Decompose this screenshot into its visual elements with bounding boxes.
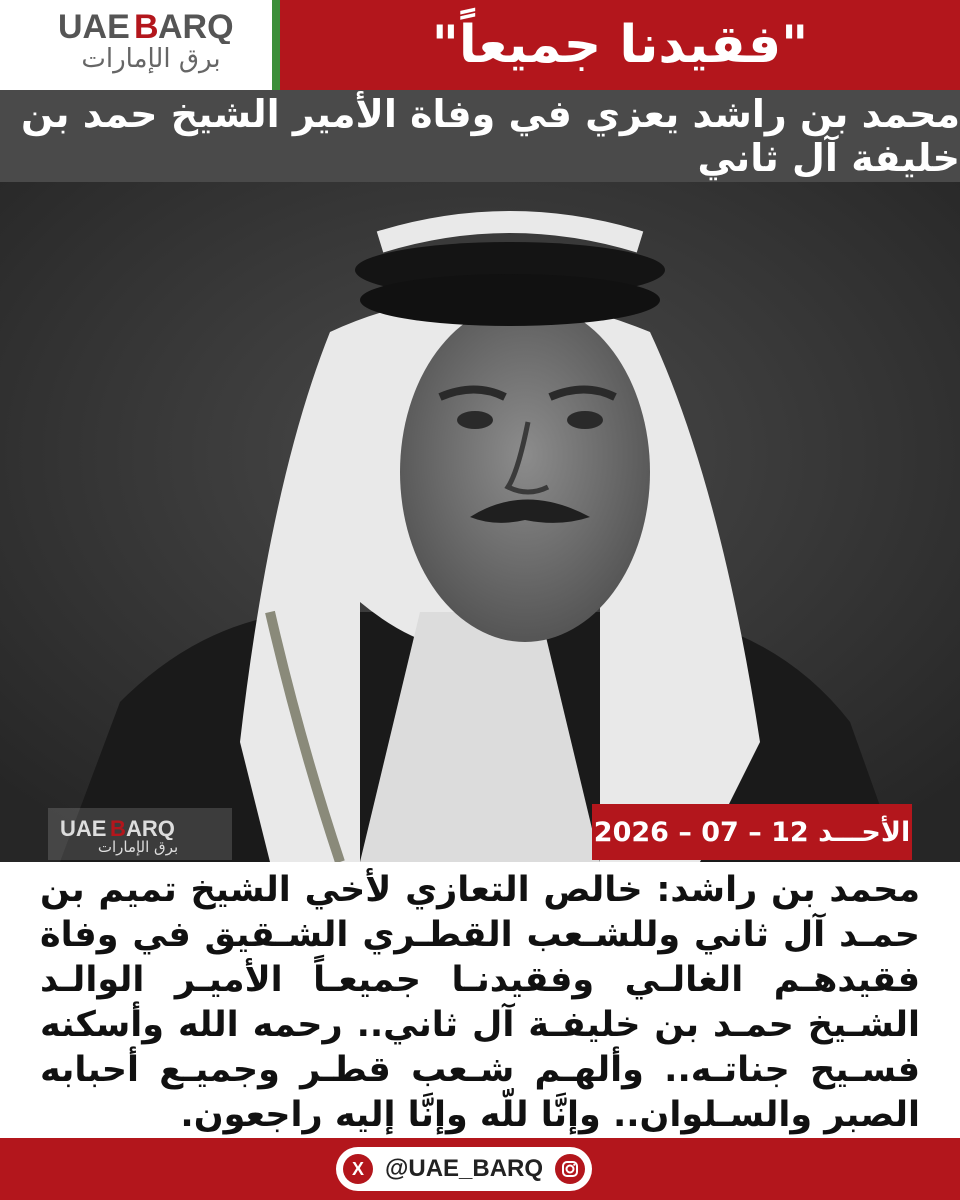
- statement-text: محمد بن راشد: خالص التعازي لأخي الشيخ تميم بن حمـد آل ثاني وللشـعب القطـري الشـقيق في وفاة فقيدهـم الغالـي وفقيدنـا جميعـاً الأميـر الوالـد الشـيخ حمـد بن خليفـة آل ثاني.. رحمه الله وأسكنه فسـيح جناتـه.. وألهـم شـعب قطـر وجميـع أحبابه الصبر والسـلوان.. وإنَّا للّه وإنَّا إليه راجعون.: [40, 870, 920, 1135]
- instagram-glyph: [561, 1160, 579, 1178]
- brand-logo: [0, 0, 278, 90]
- photo-watermark: [48, 808, 232, 860]
- brand-wordmark: [58, 8, 248, 44]
- portrait-illustration: [0, 182, 960, 862]
- top-bar: [0, 0, 960, 90]
- social-handle[interactable]: @UAE_BARQ: [384, 1155, 544, 1182]
- instagram-icon[interactable]: [555, 1154, 585, 1184]
- photo-watermark-wordmark: [60, 816, 220, 840]
- x-logo-icon[interactable]: X: [343, 1154, 373, 1184]
- headline: "فقيدنا جميعاً": [280, 0, 960, 90]
- photo-watermark-uae: UAE: [60, 816, 107, 840]
- brand-wordmark-b: B: [134, 8, 159, 44]
- brand-wordmark-arq: ARQ: [158, 8, 234, 44]
- social-handle-pill[interactable]: [336, 1147, 592, 1191]
- brand-name-arabic: برق الإمارات: [81, 44, 221, 74]
- subtitle: محمد بن راشد يعزي في وفاة الأمير الشيخ حمد بن خليفة آل ثاني: [0, 90, 960, 182]
- brand-wordmark-uae: UAE: [58, 8, 130, 44]
- photo-watermark-b: B: [110, 816, 126, 840]
- photo-watermark-arq: ARQ: [126, 816, 175, 840]
- photo-watermark-arabic: برق الإمارات: [97, 838, 179, 856]
- brand-accent-stripe: [272, 0, 280, 90]
- date-label: الأحـــد 12 – 07 – 2026: [592, 804, 912, 860]
- portrait-photo: [0, 182, 960, 862]
